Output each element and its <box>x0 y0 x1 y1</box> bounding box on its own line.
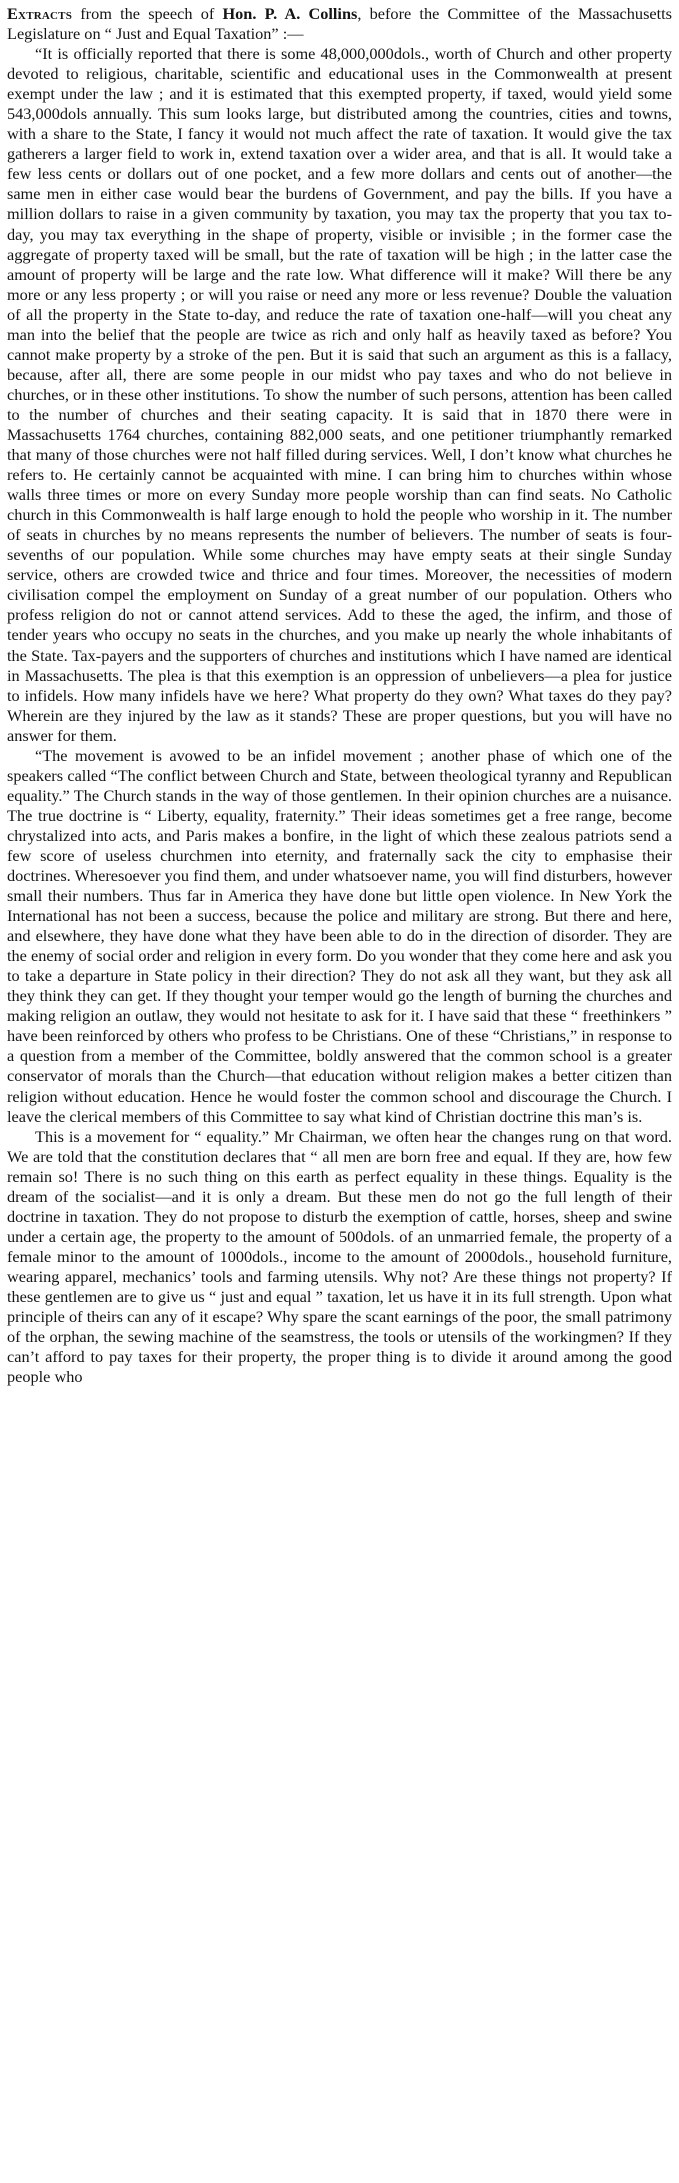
intro-text-after: , before the Committee of the Massachusetts Legislature on “ Just and Equal Taxation” :— <box>7 4 672 44</box>
speaker-name: Hon. P. A. Collins <box>222 4 358 23</box>
intro-lead: Extracts <box>7 4 73 23</box>
article-intro <box>7 4 672 44</box>
article-paragraph-2: “The movement is avowed to be an infidel movement ; another phase of which one of the speakers called “The conflict between Church and State, between theological tyranny and Republican equality.” The Church stands in the way of those gentlemen. In their opinion churches are a nuisance. The true doctrine is “ Liberty, equality, fraternity.” Their ideas sometimes get a free range, become chrystalized into acts, and Paris makes a bonfire, in the light of which these zealous patriots send a few score of useless churchmen into eternity, and fraternally sack the city to emphasise their doctrines. Wheresoever you find them, and under whatsoever name, you will find disturbers, however small their numbers. Thus far in America they have done but little open violence. In New York the International has not been a success, because the police and military are strong. But there and here, and elsewhere, they have done what they have been able to do in the direction of disorder. They are the enemy of social order and religion in every form. Do you wonder that they come here and ask you to take a departure in State policy in their direction? They do not ask all they want, but they ask all they think they can get. If they thought your temper would go the length of burning the churches and making religion an outlaw, they would not hesitate to ask for it. I have said that these “ freethinkers ” have been reinforced by others who profess to be Christians. One of these “Christians,” in response to a question from a member of the Committee, boldly answered that the common school is a greater conservator of morals than the Church—that education without religion makes a better citizen than religion without education. Hence he would foster the common school and discourage the Church. I leave the clerical members of this Committee to say what kind of Christian doctrine this man’s is. <box>7 745 672 1126</box>
article-paragraph-3: This is a movement for “ equality.” Mr Chairman, we often hear the changes rung on that word. We are told that the constitution declares that “ all men are born free and equal. If they are, how few remain so! There is no such thing on this earth as perfect equality in these things. Equality is the dream of the socialist—and it is only a dream. But these men do not go the full length of their doctrine in taxation. They do not propose to disturb the exemption of cattle, horses, sheep and swine under a certain age, the property to the amount of 500dols. of an unmarried female, the property of a female minor to the amount of 1000dols., income to the amount of 2000dols., household furniture, wearing apparel, mechanics’ tools and farming utensils. Why not? Are these things not property? If these gentlemen are to give us “ just and equal ” taxation, let us have it in its full strength. Upon what principle of theirs can any of it escape? Why spare the scant earnings of the poor, the small patrimony of the orphan, the sewing machine of the seamstress, the tools or utensils of the workingmen? If they can’t afford to pay taxes for their property, the proper thing is to divide it around among the good people who <box>7 1126 672 1387</box>
intro-text-before: from the speech of <box>72 4 223 23</box>
newspaper-article <box>7 0 672 2183</box>
article-paragraph-1: “It is officially reported that there is some 48,000,000dols., worth of Church and other property devoted to religious, charitable, scientific and educational uses in the Commonwealth at present exempt under the law ; and it is estimated that this exempted property, if taxed, would yield some 543,000dols annually. This sum looks large, but distributed among the countries, cities and towns, with a share to the State, I fancy it would not much affect the rate of taxation. It would give the tax gatherers a larger field to work in, extend taxation over a wider area, and that is all. It would take a few less cents or dollars out of one pocket, and a few more dollars and cents out of another—the same men in either case would bear the burdens of Government, and pay the bills. If you have a million dollars to raise in a given community by taxation, you may tax the property that you tax to-day, you may tax everything in the shape of property, visible or invisible ; in the former case the aggregate of property taxed will be small, but the rate of taxation will be high ; in the latter case the amount of property will be large and the rate low. What difference will it make? Will there be any more or any less property ; or will you raise or need any more or less revenue? Double the valuation of all the property in the State to-day, and reduce the rate of taxation one-half—will you cheat any man into the belief that the people are twice as rich and only half as heavily taxed as before? You cannot make property by a stroke of the pen. But it is said that such an argument as this is a fallacy, because, after all, there are some people in our midst who pay taxes and who do not believe in churches, or in these other institutions. To show the number of such persons, attention has been called to the number of churches and their seating capacity. It is said that in 1870 there were in Massachusetts 1764 churches, containing 882,000 seats, and one petitioner triumphantly remarked that many of those churches were not half filled during services. Well, I don’t know what churches he refers to. He certainly cannot be acquainted with mine. I can bring him to churches within whose walls three times or more on every Sunday more people worship than can find seats. No Catholic church in this Commonwealth is half large enough to hold the people who worship in it. The number of seats in churches by no means represents the number of believers. The number of seats is four-sevenths of our population. While some churches may have empty seats at their single Sunday service, others are crowded twice and thrice and four times. Moreover, the necessities of modern civilisation compel the employment on Sunday of a great number of our population. Others who profess religion do not or cannot attend services. Add to these the aged, the infirm, and those of tender years who occupy no seats in the churches, and you make up nearly the whole inhabitants of the State. Tax-payers and the supporters of churches and institutions which I have named are identical in Massachusetts. The plea is that this exemption is an oppression of unbelievers—a plea for justice to infidels. How many infidels have we here? What property do they own? What taxes do they pay? Wherein are they injured by the law as it stands? These are proper questions, but you will have no answer for them. <box>7 44 672 745</box>
